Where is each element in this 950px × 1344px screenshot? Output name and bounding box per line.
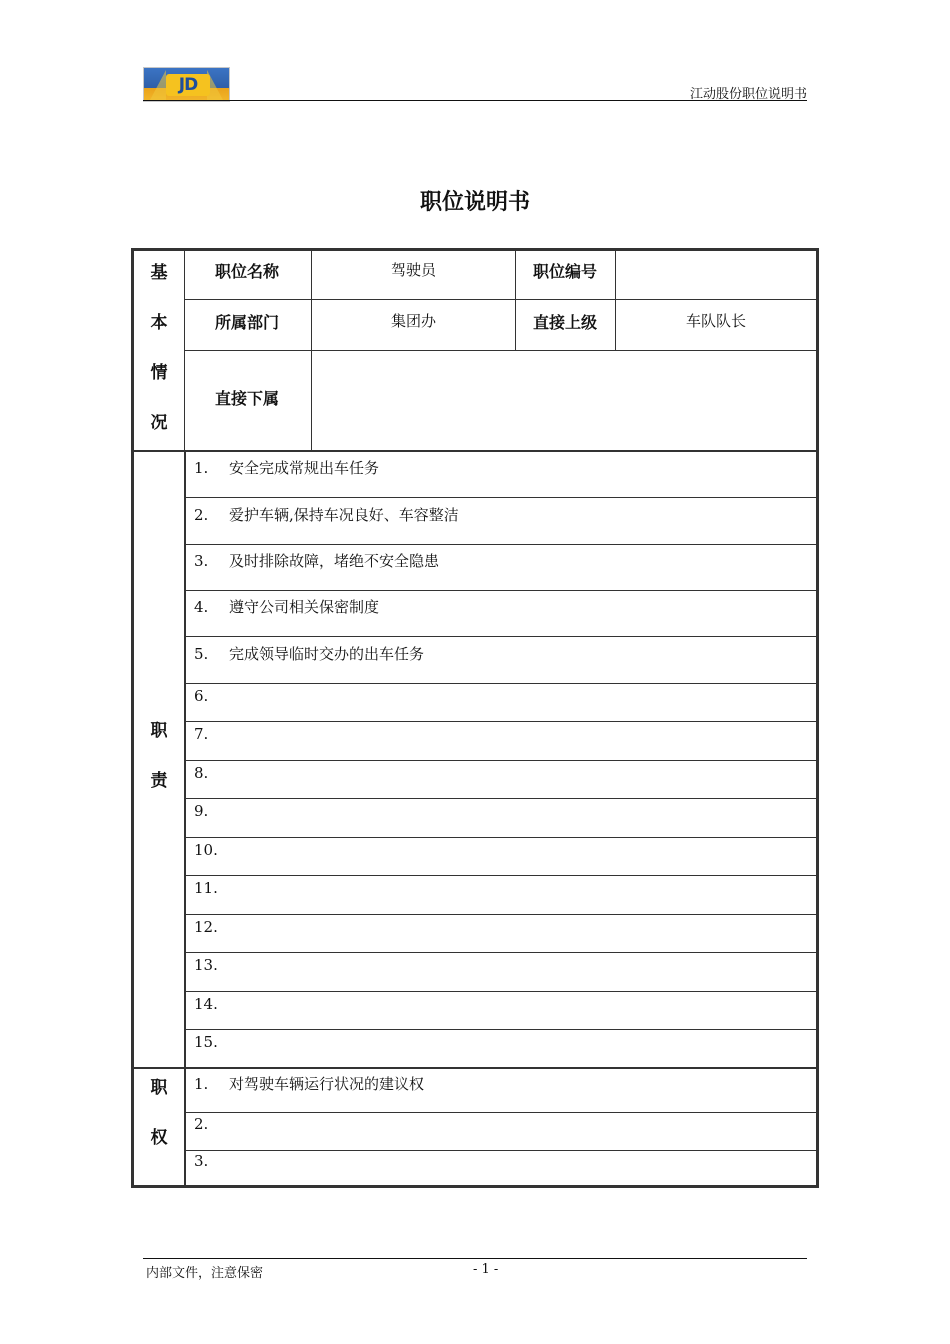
basic-col-divider <box>615 251 616 351</box>
position-code-label: 职位编号 <box>533 262 598 281</box>
basic-col-divider <box>515 251 516 351</box>
duty-item: 3. 及时排除故障，堵绝不安全隐患 <box>194 552 440 570</box>
duty-row-divider <box>185 760 816 761</box>
duty-item: 2. 爱护车辆,保持车况良好、车容整洁 <box>194 506 459 524</box>
footer-note: 内部文件，注意保密 <box>146 1266 264 1281</box>
duty-item: 8. <box>194 764 209 782</box>
duty-row-divider <box>185 952 816 953</box>
basic-row-divider <box>184 350 816 351</box>
header-divider <box>143 100 807 101</box>
department-value: 集团办 <box>390 312 436 330</box>
section-divider <box>134 1067 816 1069</box>
company-logo <box>143 67 230 102</box>
position-name-value: 驾驶员 <box>390 261 436 279</box>
duty-row-divider <box>185 721 816 722</box>
page-title: 职位说明书 <box>419 190 530 215</box>
duty-row-divider <box>185 1029 816 1030</box>
duty-item: 4. 遵守公司相关保密制度 <box>194 598 380 616</box>
superior-label: 直接上级 <box>533 313 598 332</box>
duties-col-divider <box>184 451 186 1185</box>
duty-item: 7. <box>194 725 209 743</box>
duty-item: 12. <box>194 918 218 936</box>
duty-row-divider <box>185 914 816 915</box>
authority-row-divider <box>185 1150 816 1151</box>
duty-item: 10. <box>194 841 218 859</box>
basic-col-divider <box>184 251 185 451</box>
duty-item: 6. <box>194 687 209 705</box>
duty-item: 5. 完成领导临时交办的出车任务 <box>194 645 425 663</box>
duty-row-divider <box>185 683 816 684</box>
authority-item: 3. <box>194 1152 209 1170</box>
authority-section-char: 权 <box>150 1128 168 1148</box>
duty-row-divider <box>185 837 816 838</box>
section-divider <box>134 450 816 452</box>
duty-item: 9. <box>194 802 209 820</box>
header-doc-title: 江动股份职位说明书 <box>689 87 807 102</box>
duty-row-divider <box>185 875 816 876</box>
duty-item: 1. 安全完成常规出车任务 <box>194 459 380 477</box>
basic-section-char: 况 <box>150 413 168 433</box>
duty-row-divider <box>185 590 816 591</box>
duty-item: 15. <box>194 1033 218 1051</box>
superior-value: 车队队长 <box>685 312 746 330</box>
duties-section-char: 责 <box>150 771 168 791</box>
duty-item: 13. <box>194 956 218 974</box>
duty-row-divider <box>185 544 816 545</box>
logo-mark: JD <box>166 74 210 96</box>
basic-col-divider <box>311 251 312 451</box>
basic-section-char: 基 <box>150 263 168 283</box>
basic-section-char: 本 <box>150 313 168 333</box>
duty-row-divider <box>185 497 816 498</box>
department-label: 所属部门 <box>215 313 280 332</box>
duty-row-divider <box>185 991 816 992</box>
duty-row-divider <box>185 798 816 799</box>
authority-item: 2. <box>194 1115 209 1133</box>
page-number: - 1 - <box>473 1262 499 1277</box>
duty-item: 11. <box>194 879 218 897</box>
footer-divider <box>143 1258 807 1259</box>
duties-section-char: 职 <box>150 721 168 741</box>
position-name-label: 职位名称 <box>215 262 280 281</box>
subordinate-label: 直接下属 <box>215 389 280 408</box>
authority-section-char: 职 <box>150 1078 168 1098</box>
authority-item: 1. 对驾驶车辆运行状况的建议权 <box>194 1075 425 1093</box>
basic-row-divider <box>184 299 816 300</box>
duty-row-divider <box>185 636 816 637</box>
basic-section-char: 情 <box>150 363 168 383</box>
authority-row-divider <box>185 1112 816 1113</box>
duty-item: 14. <box>194 995 218 1013</box>
